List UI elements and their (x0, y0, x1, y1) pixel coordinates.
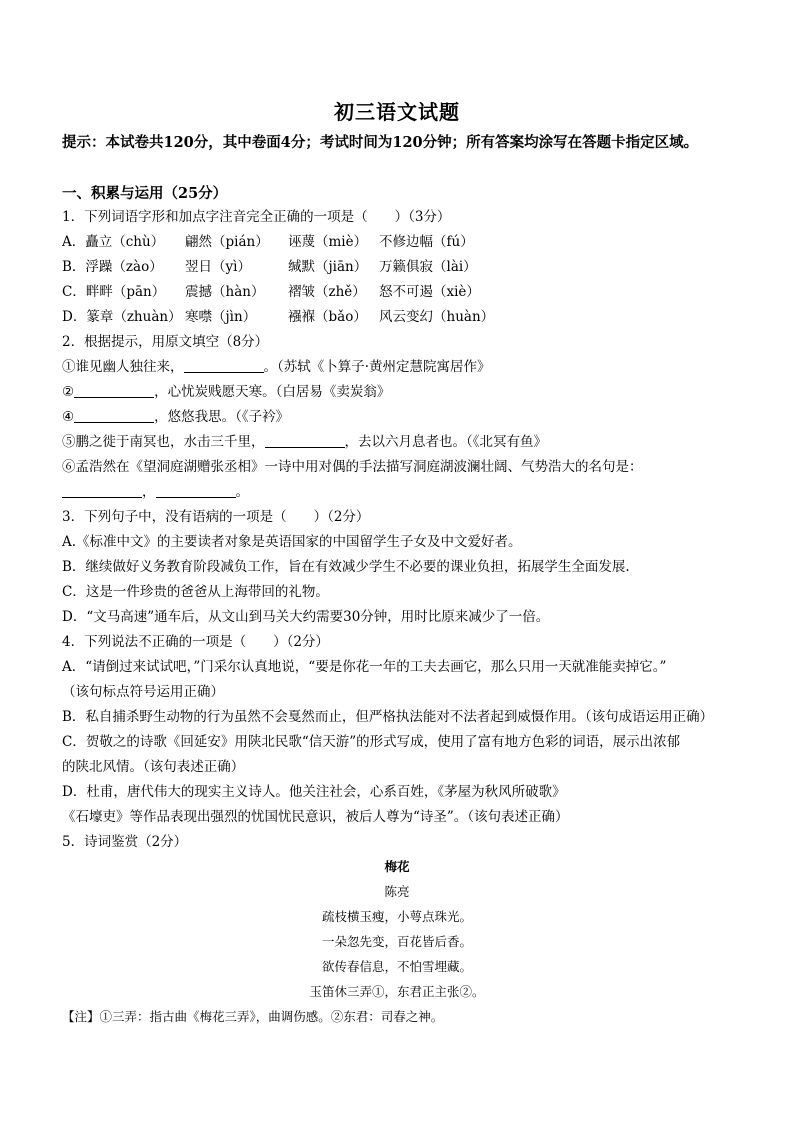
q2-item-3-num: ④ (62, 409, 75, 425)
q1-b-4: 万籁俱寂（lài） (379, 259, 477, 275)
q2-blank-end: 。 (235, 484, 249, 500)
q2-blank-2 (74, 383, 154, 398)
q4-option-d-line1: D．杜甫，唐代伟大的现实主义诗人。他关注社会，心系百姓，《茅屋为秋风所破歌》 (62, 784, 566, 800)
q4-option-c-line1: C．贺敬之的诗歌《回延安》用陕北民歌“信天游”的形式写成，使用了富有地方色彩的词语，展示出浓郁 (62, 734, 681, 750)
poem-note: 【注】①三弄：指古曲《梅花三弄》，曲调伤感。②东君：司春之神。 (62, 1009, 444, 1024)
q1-option-d (62, 307, 742, 327)
q1-option-a (62, 232, 742, 252)
q1-b-1: B．浮躁（zào） (62, 259, 163, 275)
q4-option-a-line2: （该句标点符号运用正确） (62, 684, 224, 700)
q2-item-5-blanks (62, 482, 742, 502)
q2-item-1-source: 。（苏轼《卜算子·黄州定慧院寓居作》 (263, 359, 491, 375)
poem-author: 陈亮 (384, 884, 410, 899)
q3-option-d: D．“文马高速”通车后，从文山到马关大约需要30分钟，用时比原来减少了一倍。 (62, 609, 550, 625)
q1-d-3: 襁褓（bǎo） (288, 309, 367, 325)
q2-item-4 (62, 432, 742, 452)
q2-blank-6 (156, 483, 236, 498)
q1-b-2: 翌日（yì） (185, 259, 251, 275)
q1-a-2: 翩然（pián） (185, 234, 269, 250)
q3-stem: 3．下列句子中，没有语病的一项是（ ）（2分） (62, 509, 370, 525)
q2-blank-3 (74, 408, 154, 423)
q4-option-b: B．私自捕杀野生动物的行为虽然不会戛然而止，但严格执法能对不法者起到威慑作用。（该句成语运用正确） (62, 709, 714, 725)
q2-item-3-text: ，悠悠我思。（《子衿》 (154, 409, 290, 425)
q1-d-4: 风云变幻（huàn） (379, 309, 495, 325)
q2-item-2-num: ② (62, 384, 75, 400)
q2-blank-5 (62, 483, 142, 498)
q2-item-1-text: ①谁见幽人独往来， (62, 359, 184, 375)
q3-option-c: C．这是一件珍贵的爸爸从上海带回的礼物。 (62, 584, 329, 600)
q1-b-3: 缄默（jiān） (288, 259, 368, 275)
q1-d-1: D．篆章（zhuàn） (62, 309, 182, 325)
q2-item-1 (62, 357, 742, 377)
q3-option-a: A.《标准中文》的主要读者对象是英语国家的中国留学生子女及中文爱好者。 (62, 534, 522, 550)
poem-line-3: 欲传春信息，不怕雪埋藏。 (321, 959, 472, 974)
q2-item-3 (62, 407, 742, 427)
q1-c-3: 褶皱（zhě） (288, 284, 366, 300)
q4-option-a-line1: A．“请倒过来试试吧，”门采尔认真地说，“要是你花一年的工夫去画它，那么只用一天就准能卖掉它。” (62, 659, 667, 675)
q1-a-4: 不修边幅（fú） (379, 234, 474, 250)
q2-stem: 2．根据提示，用原文填空（8分） (62, 334, 269, 350)
q1-stem: 1．下列词语字形和加点字注音完全正确的一项是（ ）（3分） (62, 209, 451, 225)
exam-notice: 提示：本试卷共120分，其中卷面4分；考试时间为120分钟；所有答案均涂写在答题卡指定区域。 (62, 134, 699, 151)
q1-a-3: 诬蔑（miè） (288, 234, 368, 250)
q2-blank-4 (265, 433, 345, 448)
poem-line-2: 一朵忽先变，百花皆后香。 (321, 934, 472, 949)
q4-option-c-line2: 的陕北风情。（该句表述正确） (62, 759, 245, 775)
q1-d-2: 寒噤（jìn） (185, 309, 257, 325)
q2-item-4-source: ，去以六月息者也。（《北冥有鱼》 (344, 434, 547, 450)
q2-item-2 (62, 382, 742, 402)
q1-c-2: 震撼（hàn） (185, 284, 265, 300)
q2-blank-separator: ， (142, 484, 156, 500)
q4-option-d-line2: 《石壕吏》等作品表现出强烈的忧国忧民意识，被后人尊为“诗圣”。（该句表述正确） (62, 809, 569, 825)
q4-stem: 4．下列说法不正确的一项是（ ）（2分） (62, 634, 329, 650)
q2-blank-1 (184, 358, 264, 373)
q2-item-5: ⑥孟浩然在《望洞庭湖赠张丞相》一诗中用对偶的手法描写洞庭湖波澜壮阔、气势浩大的名句是： (62, 459, 643, 475)
q1-a-1: A．矗立（chù） (62, 234, 165, 250)
poem-line-4: 玉笛休三弄①，东君正主张②。 (309, 984, 485, 999)
q1-option-c (62, 282, 742, 302)
q1-c-4: 怒不可遏（xiè） (379, 284, 480, 300)
q1-c-1: C．畔畔（pān） (62, 284, 166, 300)
poem-line-1: 疏枝横玉瘦，小萼点珠光。 (321, 909, 472, 924)
page-title: 初三语文试题 (334, 100, 460, 124)
poem-title: 梅花 (384, 859, 410, 874)
q2-item-4-text: ⑤鹏之徙于南冥也，水击三千里， (62, 434, 265, 450)
q5-stem: 5．诗词鉴赏（2分） (62, 834, 188, 850)
q3-option-b: B．继续做好义务教育阶段减负工作，旨在有效减少学生不必要的课业负担，拓展学生全面发展. (62, 559, 630, 575)
q2-item-2-text: ，心忧炭贱愿天寒。（白居易《卖炭翁》 (154, 384, 391, 400)
section-heading: 一、积累与运用（25分） (62, 185, 228, 202)
q1-option-b (62, 257, 742, 277)
